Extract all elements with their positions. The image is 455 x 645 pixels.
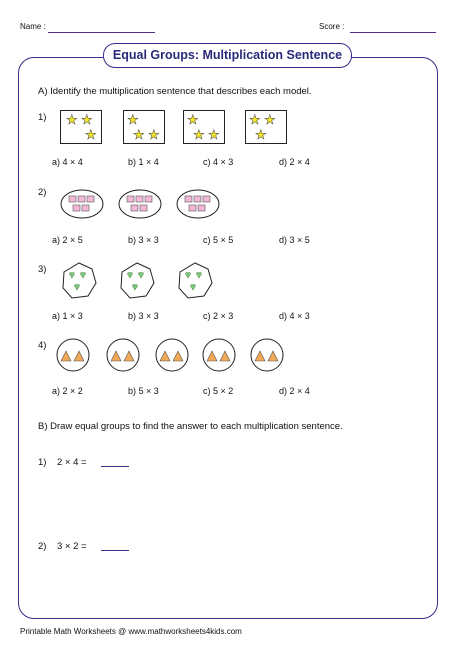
worksheet-title: Equal Groups: Multiplication Sentence <box>103 43 352 68</box>
q4-group-2 <box>107 339 139 371</box>
heart-icon: ♥ <box>138 270 144 281</box>
q2-group-1 <box>61 190 103 218</box>
q3-model <box>60 262 220 302</box>
q4-model <box>56 338 296 374</box>
q3-group-1 <box>63 263 96 298</box>
q4-option-b[interactable]: b) 5 × 3 <box>128 386 159 396</box>
b2-expression: 3 × 2 = <box>57 541 87 552</box>
heart-icon: ♥ <box>80 270 86 281</box>
square-icon <box>127 196 134 202</box>
q1-group-4 <box>246 111 287 144</box>
square-icon <box>78 196 85 202</box>
b1-number: 1) <box>38 457 47 468</box>
star-icon: ★ <box>148 127 160 142</box>
b1-expression: 2 × 4 = <box>57 457 87 468</box>
heart-icon: ♥ <box>190 282 196 293</box>
star-icon: ★ <box>133 127 145 142</box>
q3-group-3 <box>179 263 212 298</box>
star-icon: ★ <box>187 112 199 127</box>
star-icon: ★ <box>85 127 97 142</box>
q1-group-1 <box>61 111 102 144</box>
heart-icon: ♥ <box>185 270 191 281</box>
q2-model <box>60 188 230 222</box>
square-icon <box>73 205 80 211</box>
heart-icon: ♥ <box>196 270 202 281</box>
q3-option-d[interactable]: d) 4 × 3 <box>279 311 310 321</box>
square-icon <box>131 205 138 211</box>
square-icon <box>69 196 76 202</box>
q3-option-c[interactable]: c) 2 × 3 <box>203 311 234 321</box>
q2-option-d[interactable]: d) 3 × 5 <box>279 235 310 245</box>
q1-group-2 <box>124 111 165 144</box>
q2-option-b[interactable]: b) 3 × 3 <box>128 235 159 245</box>
q4-number: 4) <box>38 340 47 351</box>
heart-icon: ♥ <box>132 282 138 293</box>
star-icon: ★ <box>264 112 276 127</box>
star-icon: ★ <box>127 112 139 127</box>
name-field[interactable] <box>48 32 155 33</box>
q4-group-1 <box>57 339 89 371</box>
heart-icon: ♥ <box>127 270 133 281</box>
q2-group-3 <box>177 190 219 218</box>
square-icon <box>185 196 192 202</box>
square-icon <box>140 205 147 211</box>
square-icon <box>136 196 143 202</box>
q3-number: 3) <box>38 264 47 275</box>
star-icon: ★ <box>249 112 261 127</box>
square-icon <box>189 205 196 211</box>
q2-number: 2) <box>38 187 47 198</box>
square-icon <box>87 196 94 202</box>
b2-number: 2) <box>38 541 47 552</box>
q1-option-c[interactable]: c) 4 × 3 <box>203 157 234 167</box>
q4-option-a[interactable]: a) 2 × 2 <box>52 386 83 396</box>
star-icon: ★ <box>66 112 78 127</box>
square-icon <box>82 205 89 211</box>
b1-answer-blank[interactable] <box>101 466 129 467</box>
q1-group-3 <box>184 111 225 144</box>
section-a-instruction: A) Identify the multiplication sentence that describes each model. <box>38 86 312 97</box>
footer-credit: Printable Math Worksheets @ www.mathworksheets4kids.com <box>20 627 242 636</box>
b2-answer-blank[interactable] <box>101 550 129 551</box>
q2-group-2 <box>119 190 161 218</box>
section-b-instruction: B) Draw equal groups to find the answer to each multiplication sentence. <box>38 421 343 432</box>
score-label: Score : <box>319 22 345 31</box>
q4-option-c[interactable]: c) 5 × 2 <box>203 386 234 396</box>
star-icon: ★ <box>193 127 205 142</box>
q1-option-d[interactable]: d) 2 × 4 <box>279 157 310 167</box>
q4-group-5 <box>251 339 283 371</box>
q3-option-b[interactable]: b) 3 × 3 <box>128 311 159 321</box>
q4-option-d[interactable]: d) 2 × 4 <box>279 386 310 396</box>
square-icon <box>203 196 210 202</box>
star-icon: ★ <box>208 127 220 142</box>
q2-option-a[interactable]: a) 2 × 5 <box>52 235 83 245</box>
q3-group-2 <box>121 263 154 298</box>
heart-icon: ♥ <box>74 282 80 293</box>
square-icon <box>145 196 152 202</box>
star-icon: ★ <box>255 127 267 142</box>
score-field[interactable] <box>350 32 436 33</box>
q4-group-4 <box>203 339 235 371</box>
name-label: Name : <box>20 22 46 31</box>
q1-number: 1) <box>38 112 47 123</box>
q1-option-b[interactable]: b) 1 × 4 <box>128 157 159 167</box>
square-icon <box>194 196 201 202</box>
q1-option-a[interactable]: a) 4 × 4 <box>52 157 83 167</box>
square-icon <box>198 205 205 211</box>
q4-group-3 <box>156 339 188 371</box>
q3-option-a[interactable]: a) 1 × 3 <box>52 311 83 321</box>
star-icon: ★ <box>81 112 93 127</box>
q2-option-c[interactable]: c) 5 × 5 <box>203 235 234 245</box>
heart-icon: ♥ <box>69 270 75 281</box>
q1-model <box>60 110 300 150</box>
